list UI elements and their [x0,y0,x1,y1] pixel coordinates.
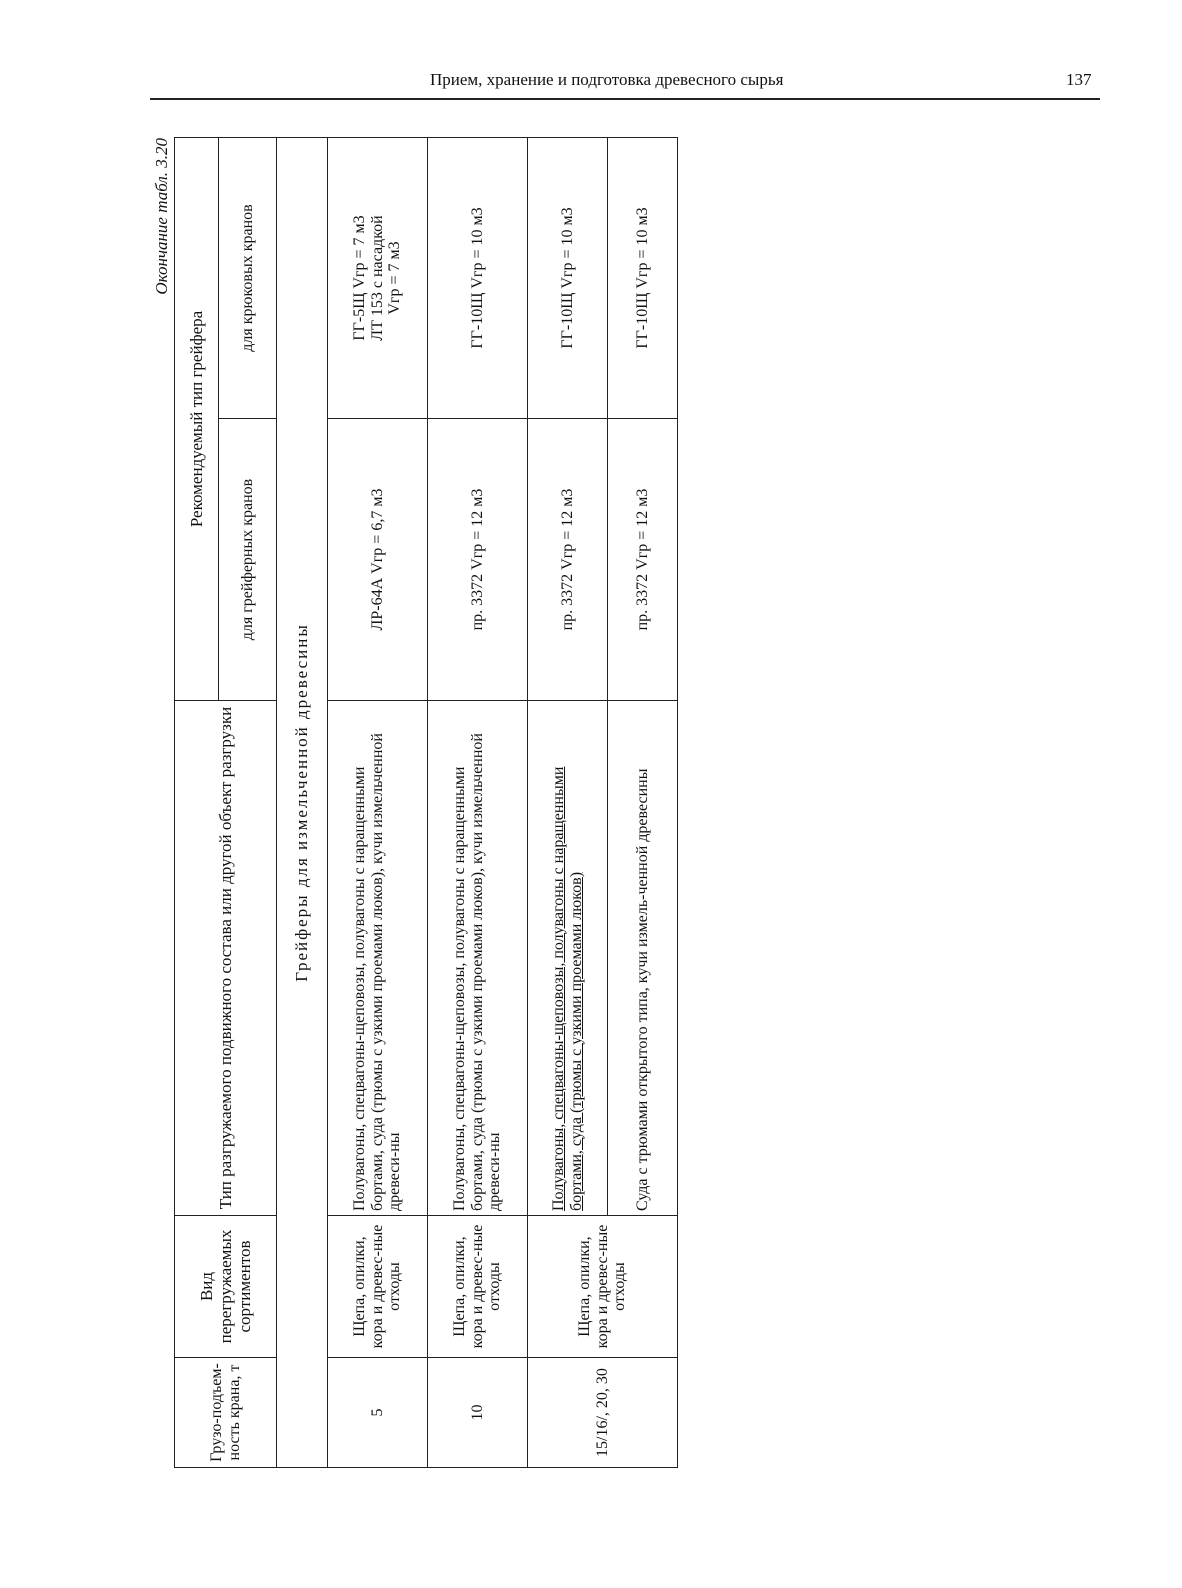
table-row [428,138,528,1468]
cell-capacity: 10 [428,1358,528,1468]
cell-grab: пр. 3372 Vгр = 12 м3 [428,419,528,701]
cell-sort: Щепа, опилки, кора и древес-ные отходы [328,1216,428,1358]
header-capacity: Грузо-подъем-ность крана, т [175,1358,277,1468]
grab-table [174,137,678,1468]
cell-hook: ГГ-10Щ Vгр = 10 м3 [528,138,608,419]
cell-capacity: 5 [328,1358,428,1468]
header-sort: Вид перегружаемых сортиментов [175,1216,277,1358]
header-rolling: Тип разгружаемого подвижного состава или другой объект разгрузки [175,701,277,1216]
table-row [328,138,428,1468]
rolling-text: Полувагоны, спецвагоны-щеповозы, полувагоны с наращенными бортами, суда (трюмы с узкими проемами люков) [549,766,585,1211]
hook-line-1: ГГ-5Щ Vгр = 7 м3 [350,215,368,341]
cell-grab: ЛР-64А Vгр = 6,7 м3 [328,419,428,701]
page-number: 137 [1066,70,1092,89]
table-caption: Окончание табл. 3.20 [152,138,171,295]
cell-rolling: Полувагоны, спецвагоны-щеповозы, полувагоны с наращенными бортами, суда (трюмы с узкими проемами люков), кучи измельченной древеси-ны [428,701,528,1216]
cell-rolling [528,701,608,1216]
cell-hook [328,138,428,419]
running-header-title: Прием, хранение и подготовка древесного сырья [430,70,784,89]
cell-grab: пр. 3372 Vгр = 12 м3 [608,419,678,701]
table-row [528,138,608,1468]
header-rule [150,98,1100,100]
cell-hook: ГГ-10Щ Vгр = 10 м3 [428,138,528,419]
header-hook-cranes: для крюковых кранов [219,138,277,419]
header-recommended: Рекомендуемый тип грейфера [175,138,219,701]
rotated-table-block [152,138,662,1468]
section-title: Грейферы для измельченной древесины [277,138,328,1468]
cell-capacity: 15/16/, 20, 30 [528,1358,678,1468]
cell-rolling: Суда с трюмами открытого типа, кучи измель-ченной древесины [608,701,678,1216]
hook-line-3: Vгр = 7 м3 [386,241,404,315]
header-grab-cranes: для грейферных кранов [219,419,277,701]
hook-line-2: ЛТ 153 с насадкой [368,215,386,341]
cell-sort: Щепа, опилки, кора и древес-ные отходы [528,1216,678,1358]
cell-rolling: Полувагоны, спецвагоны-щеповозы, полувагоны с наращенными бортами, суда (трюмы с узкими проемами люков), кучи измельченной древеси-ны [328,701,428,1216]
cell-hook: ГГ-10Щ Vгр = 10 м3 [608,138,678,419]
cell-sort: Щепа, опилки, кора и древес-ные отходы [428,1216,528,1358]
cell-grab: пр. 3372 Vгр = 12 м3 [528,419,608,701]
